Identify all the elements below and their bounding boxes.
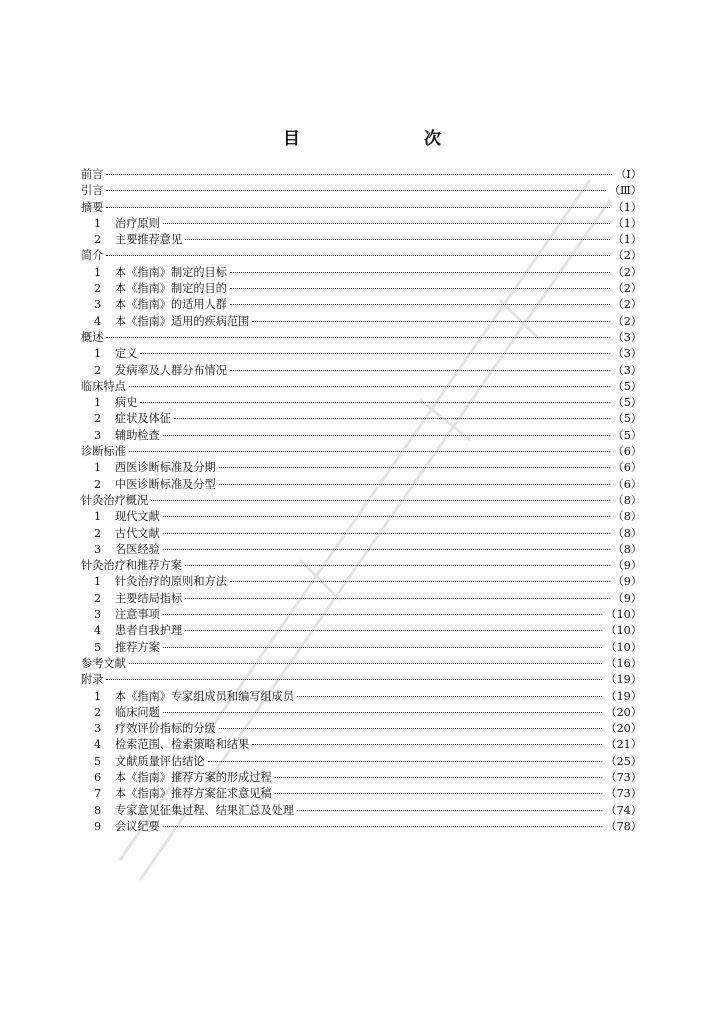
toc-entry-page: （5）: [612, 412, 642, 426]
toc-entry-page: （10）: [605, 640, 642, 654]
toc-entry-label: 文献质量评估结论: [115, 754, 205, 768]
toc-entry[interactable]: [81, 183, 642, 199]
toc-entry-page: （19）: [605, 689, 642, 703]
toc-leader-dots: [252, 321, 609, 322]
toc-leader-dots: [140, 402, 609, 403]
toc-entry-page: （3）: [612, 347, 642, 361]
toc-entry[interactable]: [81, 737, 642, 753]
toc-entry-page: （2）: [612, 314, 642, 328]
toc-entry-page: （2）: [612, 282, 642, 296]
toc-entry-label: 发病率及人群分布情况: [115, 363, 227, 377]
toc-entry-number: 1: [94, 396, 102, 410]
toc-entry[interactable]: [81, 265, 642, 281]
toc-entry-page: （3）: [612, 330, 642, 344]
toc-entry-label: 检索范围、检索策略和结果: [115, 738, 250, 752]
toc-entry-label: 临床问题: [115, 705, 160, 719]
toc-leader-dots: [163, 826, 603, 827]
toc-entry-page: （Ⅰ）: [615, 168, 642, 181]
toc-leader-dots: [185, 630, 602, 631]
toc-entry-page: （9）: [612, 575, 642, 589]
toc-entry-page: （78）: [605, 819, 642, 833]
toc-entry-number: 1: [94, 347, 102, 361]
toc-entry-number: 2: [94, 233, 102, 247]
toc-entry-label: 本《指南》制定的目标: [115, 265, 227, 279]
toc-entry[interactable]: [81, 591, 642, 607]
toc-leader-dots: [230, 304, 610, 305]
toc-entry-label: 概述: [81, 330, 104, 344]
toc-leader-dots: [297, 696, 602, 697]
toc-entry[interactable]: [81, 477, 642, 493]
toc-entry-page: （1）: [612, 216, 642, 230]
toc-entry-number: 3: [94, 608, 102, 622]
toc-entry-page: （2）: [612, 298, 642, 312]
toc-entry-page: （8）: [612, 542, 642, 556]
toc-entry-number: 2: [94, 591, 102, 605]
toc-entry-number: 2: [94, 363, 102, 377]
toc-entry[interactable]: [81, 770, 642, 786]
toc-entry[interactable]: [81, 346, 642, 362]
toc-entry-number: 3: [94, 722, 102, 736]
toc-leader-dots: [129, 386, 610, 387]
toc-leader-dots: [106, 337, 609, 338]
toc-entry-label: 本《指南》专家组成员和编写组成员: [115, 689, 295, 703]
toc-entry[interactable]: [81, 705, 642, 721]
toc-leader-dots: [106, 190, 605, 191]
toc-entry[interactable]: [81, 428, 642, 444]
toc-leader-dots: [208, 761, 603, 762]
toc-leader-dots: [219, 728, 603, 729]
toc-leader-dots: [185, 239, 609, 240]
toc-entry-number: 2: [94, 282, 102, 296]
toc-leader-dots: [163, 435, 610, 436]
toc-leader-dots: [219, 484, 610, 485]
toc-entry-label: 主要结局指标: [115, 591, 183, 605]
toc-entry-label: 参考文献: [81, 656, 126, 670]
toc-entry-label: 本《指南》适用的疾病范围: [115, 314, 250, 328]
toc-entry[interactable]: [81, 509, 642, 525]
toc-leader-dots: [297, 810, 602, 811]
toc-entry-page: （5）: [612, 396, 642, 410]
toc-entry-page: （1）: [612, 233, 642, 247]
toc-entry-number: 1: [94, 510, 102, 524]
toc-entry-label: 附录: [81, 673, 104, 687]
toc-entry-page: （2）: [612, 265, 642, 279]
toc-entry-label: 注意事项: [115, 608, 160, 622]
toc-entry[interactable]: [81, 216, 642, 232]
toc-entry[interactable]: [81, 656, 642, 672]
toc-entry-label: 前言: [81, 168, 104, 181]
toc-entry-page: （10）: [605, 608, 642, 622]
toc-leader-dots: [106, 679, 602, 680]
toc-leader-dots: [163, 647, 603, 648]
toc-entry-label: 定义: [115, 347, 138, 361]
toc-entry[interactable]: [81, 493, 642, 509]
toc-leader-dots: [106, 174, 612, 175]
toc-entry-label: 专家意见征集过程、结果汇总及处理: [115, 803, 295, 817]
toc-entry-number: 3: [94, 428, 102, 442]
toc-entry[interactable]: [81, 819, 642, 835]
toc-entry-label: 临床特点: [81, 379, 126, 393]
toc-entry[interactable]: [81, 411, 642, 427]
toc-entry-number: 8: [94, 803, 102, 817]
toc-entry-page: （6）: [612, 477, 642, 491]
toc-entry[interactable]: [81, 281, 642, 297]
toc-leader-dots: [230, 288, 610, 289]
toc-leader-dots: [129, 451, 610, 452]
toc-entry-label: 本《指南》推荐方案的形成过程: [115, 770, 272, 784]
toc-entry[interactable]: [81, 803, 642, 819]
toc-entry-number: 6: [94, 770, 102, 784]
toc-entry-label: 疗效评价指标的分级: [115, 722, 216, 736]
toc-leader-dots: [230, 272, 610, 273]
toc-entry[interactable]: [81, 232, 642, 248]
toc-entry-page: （20）: [605, 705, 642, 719]
toc-leader-dots: [230, 370, 610, 371]
toc-entry[interactable]: [81, 379, 642, 395]
toc-entry-label: 古代文献: [115, 526, 160, 540]
toc-entry-number: 1: [94, 216, 102, 230]
toc-entry-label: 中医诊断标准及分型: [115, 477, 216, 491]
toc-leader-dots: [140, 353, 609, 354]
toc-entry-page: （74）: [605, 803, 642, 817]
toc-entry-label: 辅助检查: [115, 428, 160, 442]
toc-entry-page: （6）: [612, 445, 642, 459]
toc-entry-label: 病史: [115, 396, 138, 410]
toc-entry[interactable]: [81, 314, 642, 330]
toc-leader-dots: [163, 712, 603, 713]
toc-leader-dots: [219, 467, 610, 468]
toc-entry[interactable]: [81, 574, 642, 590]
toc-entry-page: （10）: [605, 624, 642, 638]
toc-entry[interactable]: [81, 167, 642, 183]
toc-entry-page: （16）: [605, 656, 642, 670]
toc-entry-page: （2）: [612, 249, 642, 263]
toc-leader-dots: [163, 614, 603, 615]
toc-leader-dots: [163, 516, 610, 517]
toc-entry-label: 摘要: [81, 200, 104, 214]
toc-entry-number: 1: [94, 575, 102, 589]
toc-entry-page: （8）: [612, 526, 642, 540]
toc-entry-page: （5）: [612, 379, 642, 393]
toc-leader-dots: [185, 565, 610, 566]
toc-leader-dots: [106, 255, 609, 256]
toc-entry-label: 诊断标准: [81, 445, 126, 459]
toc-entry-number: 1: [94, 689, 102, 703]
toc-entry[interactable]: [81, 444, 642, 460]
table-of-contents: [81, 167, 642, 835]
toc-entry-number: 1: [94, 461, 102, 475]
toc-entry[interactable]: [81, 754, 642, 770]
toc-leader-dots: [151, 500, 609, 501]
toc-entry-page: （5）: [612, 428, 642, 442]
toc-entry[interactable]: [81, 248, 642, 264]
toc-entry-label: 针灸治疗概况: [81, 493, 149, 507]
toc-entry-page: （25）: [605, 754, 642, 768]
toc-leader-dots: [252, 744, 602, 745]
toc-entry[interactable]: [81, 623, 642, 639]
toc-leader-dots: [275, 777, 603, 778]
page-title: 目 次: [283, 129, 471, 149]
toc-entry-label: 本《指南》制定的目的: [115, 282, 227, 296]
toc-entry-page: （21）: [605, 738, 642, 752]
toc-entry-number: 3: [94, 542, 102, 556]
toc-entry-label: 现代文献: [115, 510, 160, 524]
toc-entry-page: （73）: [605, 770, 642, 784]
toc-entry[interactable]: [81, 330, 642, 346]
toc-entry-number: 2: [94, 705, 102, 719]
toc-entry-number: 2: [94, 477, 102, 491]
toc-leader-dots: [185, 598, 609, 599]
toc-entry-number: 4: [94, 624, 102, 638]
toc-entry-label: 本《指南》推荐方案征求意见稿: [115, 787, 272, 801]
toc-entry-label: 治疗原则: [115, 216, 160, 230]
toc-entry-page: （Ⅲ）: [608, 184, 642, 198]
toc-leader-dots: [163, 223, 610, 224]
toc-entry-number: 2: [94, 412, 102, 426]
toc-entry[interactable]: [81, 297, 642, 313]
toc-entry[interactable]: [81, 526, 642, 542]
toc-leader-dots: [275, 793, 603, 794]
toc-entry[interactable]: [81, 607, 642, 623]
toc-entry-page: （3）: [612, 363, 642, 377]
toc-entry-label: 症状及体征: [115, 412, 171, 426]
toc-leader-dots: [174, 418, 610, 419]
toc-entry-label: 简介: [81, 249, 104, 263]
toc-entry[interactable]: [81, 395, 642, 411]
toc-leader-dots: [230, 581, 610, 582]
toc-leader-dots: [106, 207, 609, 208]
toc-entry[interactable]: [81, 558, 642, 574]
toc-entry-label: 名医经验: [115, 542, 160, 556]
toc-entry-page: （9）: [612, 591, 642, 605]
toc-entry-number: 3: [94, 298, 102, 312]
toc-entry-page: （9）: [612, 559, 642, 573]
toc-entry-label: 主要推荐意见: [115, 233, 183, 247]
toc-entry-number: 7: [94, 787, 102, 801]
toc-entry-number: 4: [94, 314, 102, 328]
toc-entry-number: 9: [94, 819, 102, 833]
toc-entry-page: （20）: [605, 722, 642, 736]
toc-entry-page: （6）: [612, 461, 642, 475]
toc-entry-page: （8）: [612, 493, 642, 507]
toc-entry[interactable]: [81, 542, 642, 558]
toc-entry-number: 2: [94, 526, 102, 540]
toc-entry-page: （19）: [605, 673, 642, 687]
toc-entry-label: 本《指南》的适用人群: [115, 298, 227, 312]
toc-leader-dots: [129, 663, 603, 664]
toc-leader-dots: [163, 549, 610, 550]
toc-entry[interactable]: [81, 640, 642, 656]
toc-entry-page: （8）: [612, 510, 642, 524]
toc-entry-label: 西医诊断标准及分期: [115, 461, 216, 475]
toc-leader-dots: [163, 533, 610, 534]
toc-entry[interactable]: [81, 672, 642, 688]
toc-entry-page: （1）: [612, 200, 642, 214]
toc-entry[interactable]: [81, 689, 642, 705]
toc-entry-label: 引言: [81, 184, 104, 198]
toc-entry-number: 5: [94, 640, 102, 654]
toc-entry-number: 1: [94, 265, 102, 279]
toc-entry-label: 针灸治疗和推荐方案: [81, 559, 182, 573]
toc-entry[interactable]: [81, 786, 642, 802]
toc-entry-label: 推荐方案: [115, 640, 160, 654]
toc-entry-label: 针灸治疗的原则和方法: [115, 575, 227, 589]
toc-entry[interactable]: [81, 200, 642, 216]
toc-entry-label: 会议纪要: [115, 819, 160, 833]
toc-entry-number: 5: [94, 754, 102, 768]
toc-entry-page: （73）: [605, 787, 642, 801]
toc-entry-number: 4: [94, 738, 102, 752]
toc-entry[interactable]: [81, 721, 642, 737]
toc-entry[interactable]: [81, 363, 642, 379]
toc-entry[interactable]: [81, 460, 642, 476]
toc-entry-label: 患者自我护理: [115, 624, 183, 638]
